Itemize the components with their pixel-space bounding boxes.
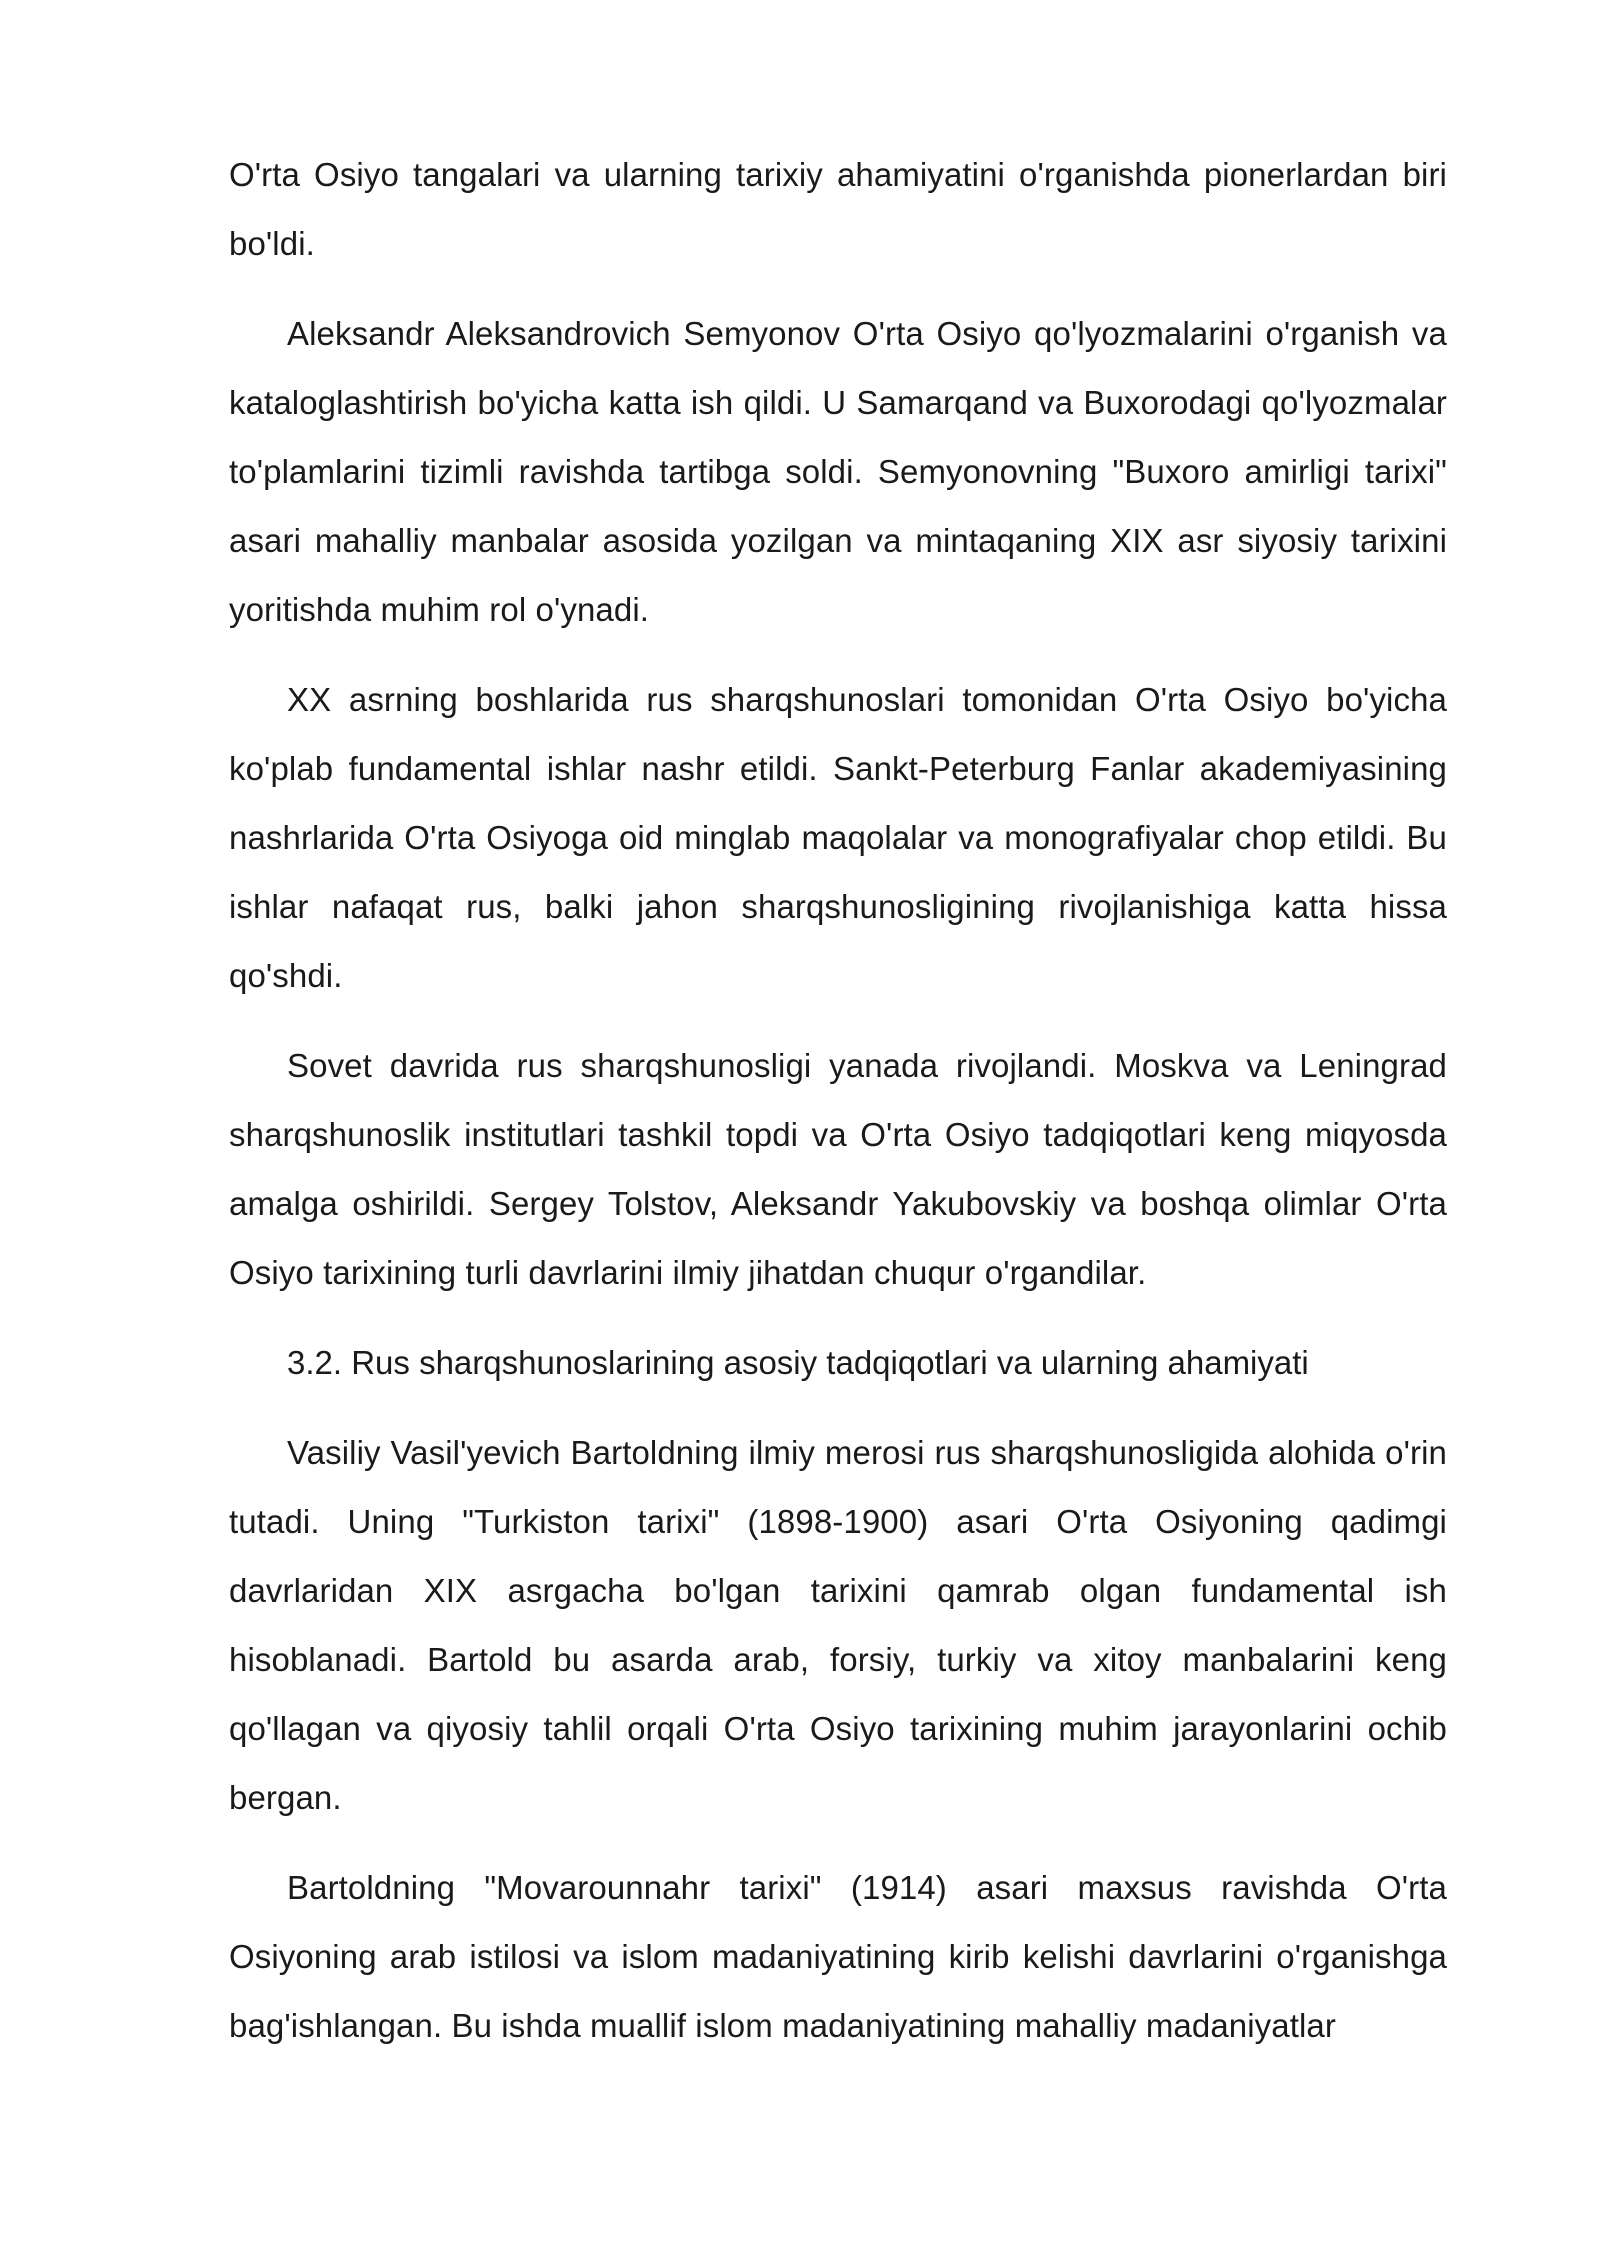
text-body	[229, 140, 1447, 2081]
paragraph-continuation: O'rta Osiyo tangalari va ularning tarixiy ahamiyatini o'rganishda pionerlardan biri bo'ldi.	[229, 156, 1447, 262]
section-heading: 3.2. Rus sharqshunoslarining asosiy tadqiqotlari va ularning ahamiyati	[287, 1344, 1309, 1381]
paragraph-movarounnahr: Bartoldning "Movarounnahr tarixi" (1914) asari maxsus ravishda O'rta Osiyoning arab istilosi va islom madaniyatining kirib kelishi davrlarini o'rganishga bag'ishlangan. Bu ishda muallif islom madaniyatining mahalliy madaniyatlar	[229, 1869, 1447, 2044]
paragraph-xx-century: XX asrning boshlarida rus sharqshunoslari tomonidan O'rta Osiyo bo'yicha ko'plab fundamental ishlar nashr etildi. Sankt-Peterburg Fanlar akademiyasining nashrlarida O'rta Osiyoga oid minglab maqolalar va monografiyalar chop etildi. Bu ishlar nafaqat rus, balki jahon sharqshunosligining rivojlanishiga katta hissa qo'shdi.	[229, 681, 1447, 994]
paragraph-bartold: Vasiliy Vasil'yevich Bartoldning ilmiy merosi rus sharqshunosligida alohida o'rin tutadi. Uning "Turkiston tarixi" (1898-1900) asari O'rta Osiyoning qadimgi davrlaridan XIX asrgacha bo'lgan tarixini qamrab olgan fundamental ish hisoblanadi. Bartold bu asarda arab, forsiy, turkiy va xitoy manbalarini keng qo'llagan va qiyosiy tahlil orqali O'rta Osiyo tarixining muhim jarayonlarini ochib bergan.	[229, 1434, 1447, 1816]
paragraph-semyonov: Aleksandr Aleksandrovich Semyonov O'rta Osiyo qo'lyozmalarini o'rganish va kataloglashtirish bo'yicha katta ish qildi. U Samarqand va Buxorodagi qo'lyozmalar to'plamlarini tizimli ravishda tartibga soldi. Semyonovning "Buxoro amirligi tarixi" asari mahalliy manbalar asosida yozilgan va mintaqaning XIX asr siyosiy tarixini yoritishda muhim rol o'ynadi.	[229, 315, 1447, 628]
paragraph-soviet-period: Sovet davrida rus sharqshunosligi yanada rivojlandi. Moskva va Leningrad sharqshunoslik institutlari tashkil topdi va O'rta Osiyo tadqiqotlari keng miqyosda amalga oshirildi. Sergey Tolstov, Aleksandr Yakubovskiy va boshqa olimlar O'rta Osiyo tarixining turli davrlarini ilmiy jihatdan chuqur o'rgandilar.	[229, 1047, 1447, 1291]
